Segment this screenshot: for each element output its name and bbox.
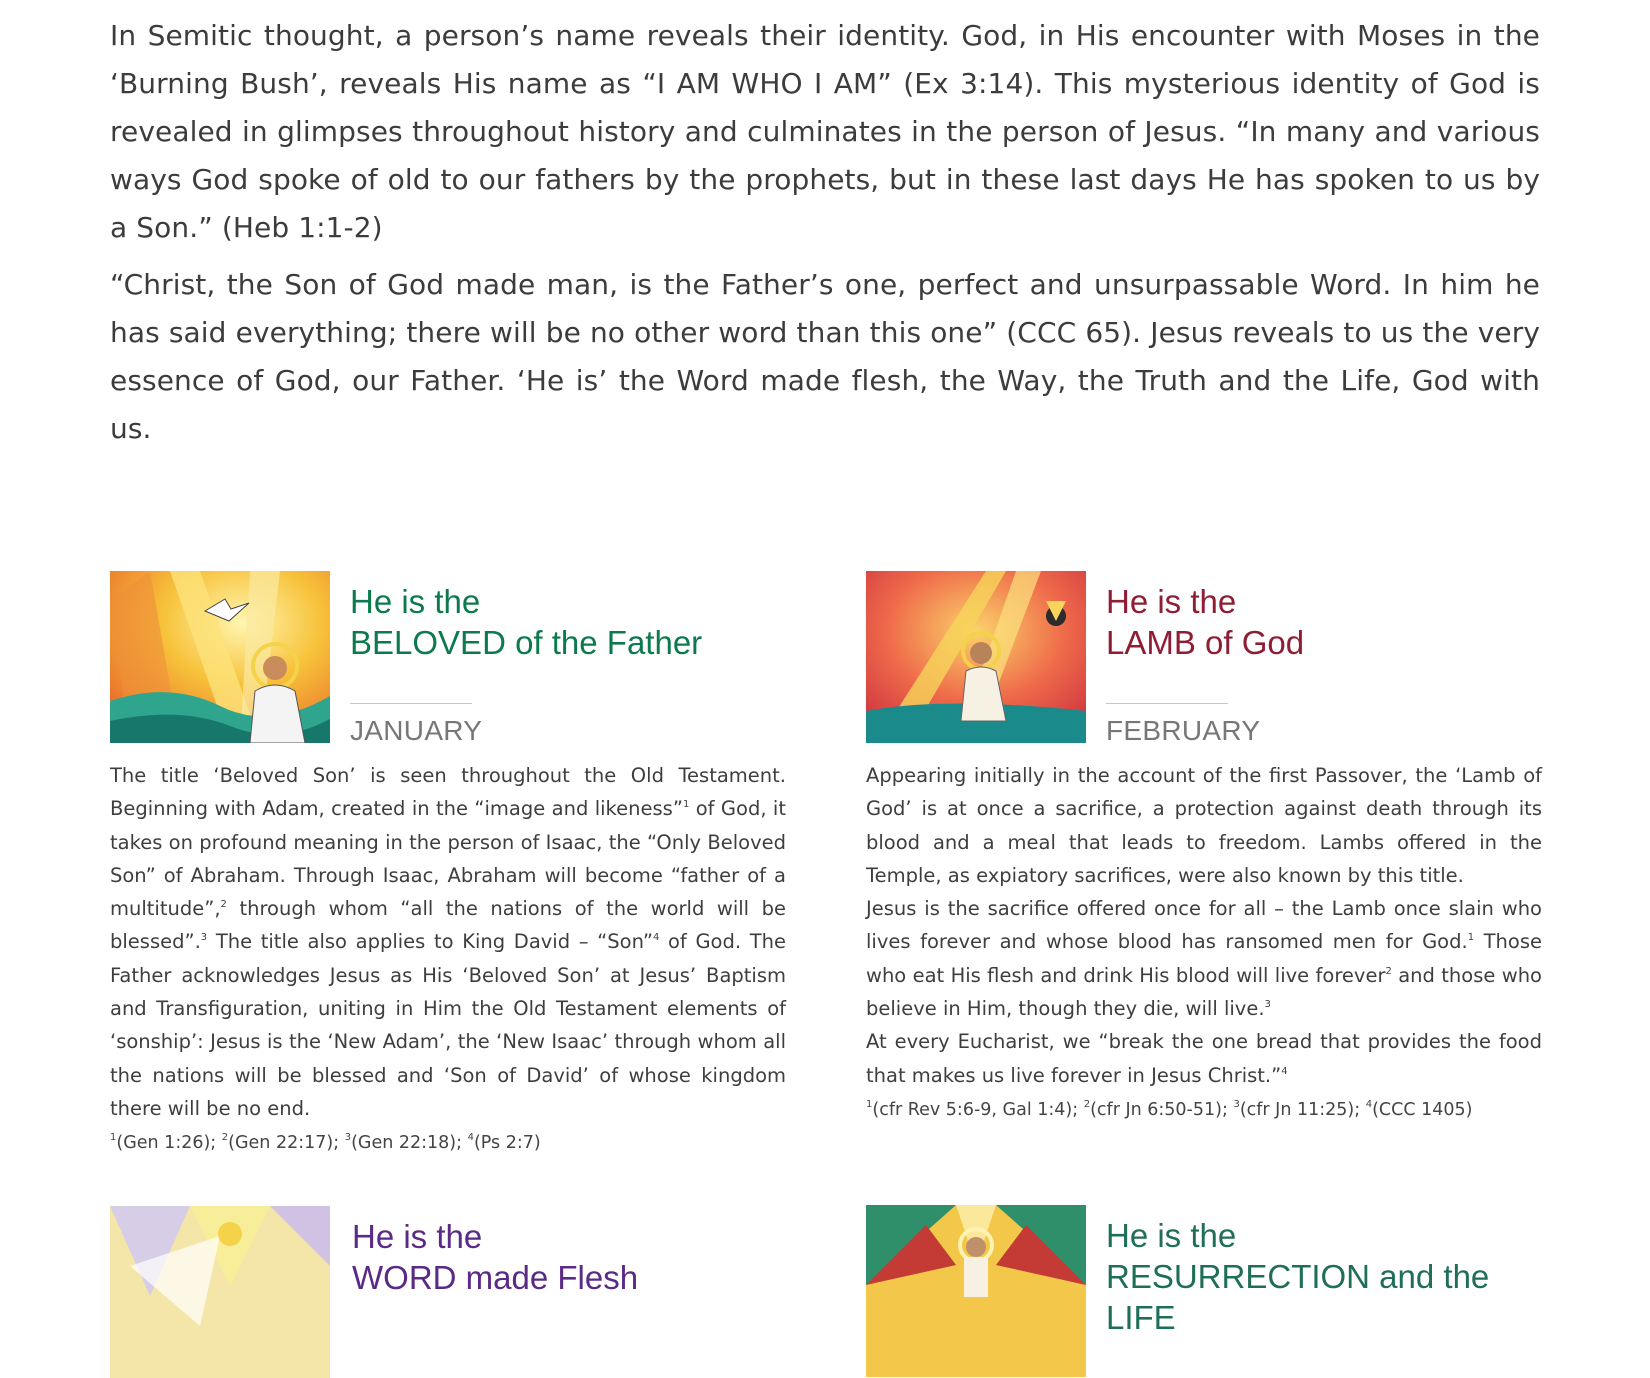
heading-line-2: WORD made Flesh — [352, 1259, 639, 1296]
word-illustration — [110, 1206, 330, 1378]
heading-line-1: He is the — [1106, 1217, 1237, 1254]
footnote-references: $^1$(Gen 1:26); $^2$(Gen 22:17); $^3$(Gen 22:18); $^4$(Ps 2:7) — [110, 1132, 541, 1154]
intro-paragraph-1: In Semitic thought, a person’s name reveals their identity. God, in His encounter with Moses in the ‘Burning Bush’, reveals His name as “I AM WHO I AM” (Ex 3:14). This mysterious identity of God is revealed in glimpses throughout history and culminates in the person of Jesus. “In many and various ways God spoke of old to our fathers by the prophets, but in these last days He has spoken to us by a Son.” (Heb 1:1-2) — [110, 19, 1540, 244]
card-heading — [1106, 581, 1304, 663]
body-paragraph-3: At every Eucharist, we “break the one bread that provides the food that makes us live forever in Jesus Christ.”$^4$ — [866, 1030, 1542, 1087]
card-heading — [352, 1216, 638, 1298]
heading-line-2: BELOVED of the Father — [350, 624, 703, 661]
heading-line-2: LAMB of God — [1106, 624, 1305, 661]
card-heading — [350, 581, 702, 663]
card-heading — [1106, 1215, 1542, 1338]
heading-line-1: He is the — [1106, 583, 1237, 620]
lamb-illustration — [866, 571, 1086, 743]
body-paragraph-2: Jesus is the sacrifice offered once for all – the Lamb once slain who lives forever and whose blood has ransomed men for God.$^1$ Those who eat His flesh and drink His blood will live forever$^2$ and those who believe in Him, though they die, will live.$^3$ — [866, 897, 1542, 1021]
body-paragraph: The title ‘Beloved Son’ is seen throughout the Old Testament. Beginning with Adam, created in the “image and likeness”$^1$ of God, it takes on profound meaning in the person of Isaac, the “Only Beloved Son” of Abraham. Through Isaac, Abraham will become “father of a multitude”,$^2$ through whom “all the nations of the world will be blessed”.$^3$ The title also applies to King David – “Son”$^4$ of God. The Father acknowledges Jesus as His ‘Beloved Son’ at Jesus’ Baptism and Transfiguration, uniting in Him the Old Testament elements of ‘sonship’: Jesus is the ‘New Adam’, the ‘New Isaac’ through whom all the nations will be blessed and ‘Son of David’ of whose kingdom there will be no end. — [110, 764, 786, 1120]
footnote-references: $^1$(cfr Rev 5:6-9, Gal 1:4); $^2$(cfr Jn 6:50-51); $^3$(cfr Jn 11:25); $^4$(CCC 1405) — [866, 1098, 1473, 1120]
intro-paragraph-2: “Christ, the Son of God made man, is the Father’s one, perfect and unsurpassable Word. In him he has said everything; there will be no other word than this one” (CCC 65). Jesus reveals to us the very essence of God, our Father. ‘He is’ the Word made flesh, the Way, the Truth and the Life, God with us. — [110, 268, 1540, 445]
month-label: FEBRUARY — [1106, 715, 1261, 746]
heading-line-1: He is the — [352, 1218, 483, 1255]
heading-line-1: He is the — [350, 583, 481, 620]
card-body — [110, 759, 786, 1155]
resurrection-illustration — [866, 1205, 1086, 1377]
divider — [1106, 703, 1228, 704]
heading-line-2: RESURRECTION and the LIFE — [1106, 1258, 1490, 1336]
body-paragraph-1: Appearing initially in the account of the first Passover, the ‘Lamb of God’ is at once a sacrifice, a protection against death through its blood and a meal that leads to freedom. Lambs offered in the Temple, as expiatory sacrifices, were also known by this title. — [866, 764, 1542, 887]
month-label: JANUARY — [350, 715, 483, 746]
card-body — [866, 759, 1542, 1122]
divider — [350, 703, 472, 704]
baptism-illustration — [110, 571, 330, 743]
